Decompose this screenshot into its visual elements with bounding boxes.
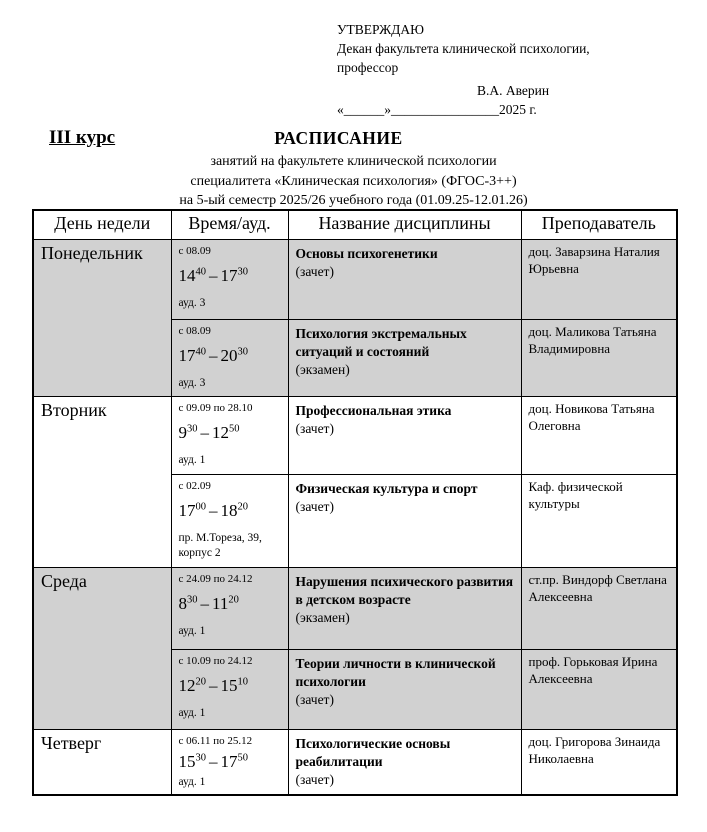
time-range: $17^{40} - 20^{30}$ xyxy=(178,345,248,365)
discipline-name: Нарушения психического развития в детском возрасте xyxy=(295,573,514,607)
day-cell-thursday: Четверг xyxy=(33,729,171,795)
date-range: с 24.09 по 24.12 xyxy=(178,572,253,585)
discipline-cell xyxy=(288,319,521,396)
time-range: $17^{00} - 18^{20}$ xyxy=(178,500,248,520)
room: ауд. 1 xyxy=(178,624,206,637)
time-cell xyxy=(171,319,288,396)
time-cell xyxy=(171,239,288,319)
room: ауд. 3 xyxy=(178,376,206,389)
discipline-cell xyxy=(288,396,521,474)
table-row xyxy=(33,396,677,474)
date-range: с 08.09 xyxy=(178,324,211,337)
approval-approve-word: УТВЕРЖДАЮ xyxy=(337,22,425,37)
discipline-cell xyxy=(288,474,521,567)
table-row xyxy=(33,729,677,795)
column-header-day: День недели xyxy=(33,210,171,239)
table-header-row xyxy=(33,210,677,239)
discipline-cell xyxy=(288,239,521,319)
room: ауд. 3 xyxy=(178,296,206,309)
exam-type: (экзамен) xyxy=(295,361,350,377)
discipline-name: Психологические основы реабилитации xyxy=(295,735,451,769)
teacher-cell: проф. Горьковая Ирина Алексеевна xyxy=(521,649,677,729)
approval-dean-line: Декан факультета клинической психологии, xyxy=(337,41,590,56)
schedule-heading: РАСПИСАНИЕ xyxy=(274,128,403,148)
time-range: $8^{30} - 11^{20}$ xyxy=(178,593,239,613)
teacher-cell: доц. Маликова Татьяна Владимировна xyxy=(521,319,677,396)
time-range: $14^{40} - 17^{30}$ xyxy=(178,265,248,285)
date-range: с 06.11 по 25.12 xyxy=(178,734,253,747)
course-label: III курс xyxy=(49,127,116,148)
room: ауд. 1 xyxy=(178,775,206,788)
discipline-name: Основы психогенетики xyxy=(295,245,438,261)
discipline-cell xyxy=(288,567,521,649)
time-cell xyxy=(171,649,288,729)
time-range: $12^{20} - 15^{10}$ xyxy=(178,675,248,695)
subtitle-line-1: занятий на факультете клинической психологии xyxy=(210,154,497,169)
date-range: с 08.09 xyxy=(178,244,211,257)
table-row xyxy=(33,239,677,319)
exam-type: (зачет) xyxy=(295,263,334,279)
column-header-time: Время/ауд. xyxy=(171,210,288,239)
discipline-cell xyxy=(288,649,521,729)
room: пр. М.Тореза, 39, корпус 2 xyxy=(178,531,262,559)
column-header-discipline: Название дисциплины xyxy=(288,210,521,239)
subtitle-line-3: на 5-ый семестр 2025/26 учебного года (01.09.25-12.01.26) xyxy=(179,193,528,208)
discipline-cell xyxy=(288,729,521,795)
day-cell-tuesday: Вторник xyxy=(33,396,171,567)
time-range: $15^{30} - 17^{50}$ xyxy=(178,751,248,771)
approval-date-line: «______»________________2025 г. xyxy=(337,102,537,117)
time-cell xyxy=(171,474,288,567)
time-cell xyxy=(171,396,288,474)
dean-name: В.А. Аверин xyxy=(477,83,550,98)
approval-professor-line: профессор xyxy=(337,60,399,75)
teacher-cell: ст.пр. Виндорф Светлана Алексеевна xyxy=(521,567,677,649)
time-cell xyxy=(171,729,288,795)
approval-block xyxy=(337,20,672,119)
date-range: с 02.09 xyxy=(178,479,211,492)
day-cell-wednesday: Среда xyxy=(33,567,171,729)
teacher-cell: доц. Заварзина Наталия Юрьевна xyxy=(521,239,677,319)
discipline-name: Профессиональная этика xyxy=(295,402,452,418)
schedule-subtitle-block xyxy=(0,152,707,211)
exam-type: (зачет) xyxy=(295,420,334,436)
discipline-name: Психология экстремальных ситуаций и состояний xyxy=(295,325,467,359)
time-range: $9^{30} - 12^{50}$ xyxy=(178,422,240,442)
discipline-name: Теории личности в клинической психологии xyxy=(295,655,496,689)
date-range: с 10.09 по 24.12 xyxy=(178,654,253,667)
date-range: с 09.09 по 28.10 xyxy=(178,401,253,414)
table-row xyxy=(33,567,677,649)
subtitle-line-2: специалитета «Клиническая психология» (ФГОС-3++) xyxy=(190,173,517,189)
day-cell-monday: Понедельник xyxy=(33,239,171,396)
room: ауд. 1 xyxy=(178,706,206,719)
exam-type: (зачет) xyxy=(295,691,334,707)
teacher-cell: Каф. физической культуры xyxy=(521,474,677,567)
exam-type: (зачет) xyxy=(295,498,334,514)
teacher-cell: доц. Григорова Зинаида Николаевна xyxy=(521,729,677,795)
exam-type: (зачет) xyxy=(295,771,334,787)
teacher-cell: доц. Новикова Татьяна Олеговна xyxy=(521,396,677,474)
discipline-name: Физическая культура и спорт xyxy=(295,480,478,496)
exam-type: (экзамен) xyxy=(295,609,350,625)
time-cell xyxy=(171,567,288,649)
column-header-teacher: Преподаватель xyxy=(521,210,677,239)
schedule-table xyxy=(32,209,678,796)
room: ауд. 1 xyxy=(178,453,206,466)
